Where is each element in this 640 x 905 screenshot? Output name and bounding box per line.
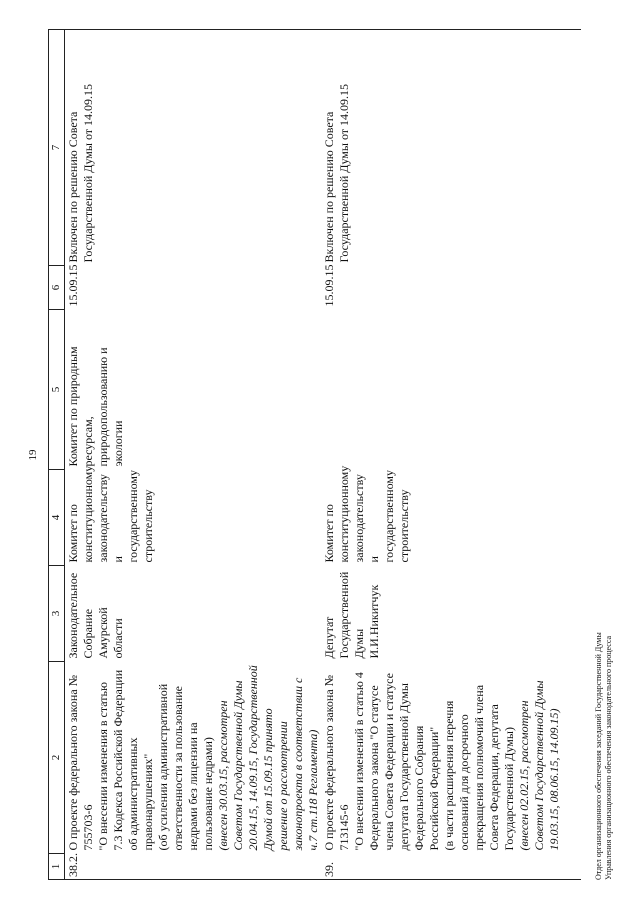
- date-cell: 15.09.15: [66, 264, 80, 307]
- bill-body: "О внесении изменения в статью 7.3 Кодекса Российской Федерации об административных правонарушениях": [96, 669, 155, 851]
- column-header: 3: [49, 566, 65, 662]
- date-cell: 15.09.15: [322, 264, 336, 307]
- co-committee-cell: Комитет по природным ресурсам, природопользованию и экологии: [66, 346, 125, 467]
- bill-subject: (в части расширения перечня оснований для досрочного прекращения полномочий члена Совета Федерации, депутата Государственной Думы): [442, 684, 516, 851]
- bill-cell: [65, 662, 322, 854]
- bill-cell: [321, 662, 581, 854]
- row-number: 38.2.: [65, 854, 322, 880]
- column-header: 5: [49, 310, 65, 470]
- status-cell: Включен по решению Совета Государственной Думы от 14.09.15: [321, 30, 581, 266]
- bill-note: (внесен 30.03.15, рассмотрен Советом Государственной Думы 20.04.15, 14.09.15, Государственной Думой от 15.09.15 принято решение о рассмотрении законопроекта в соответствии с ч.7 ст.118 Регламента): [216, 665, 320, 851]
- table-row: [65, 30, 322, 880]
- responsible-committee-cell: Комитет по конституционному законодательству и государственному строительству: [322, 465, 411, 563]
- column-header: 1: [49, 854, 65, 880]
- footer: [594, 480, 614, 880]
- status-cell: Включен по решению Совета Государственной Думы от 14.09.15: [65, 30, 322, 266]
- table-row: [321, 30, 581, 880]
- row-number: 39.: [321, 854, 581, 880]
- column-number-row: [49, 30, 65, 880]
- initiator-cell: Законодательное Собрание Амурской области: [66, 572, 125, 659]
- column-header: 7: [49, 30, 65, 266]
- responsible-committee-cell: Комитет по конституционному законодательству и государственному строительству: [66, 465, 155, 563]
- column-header: 2: [49, 662, 65, 854]
- bill-title: О проекте федерального закона № 755703-6: [66, 674, 95, 851]
- bill-body: "О внесении изменений в статью 4 Федерального закона "О статусе члена Совета Федерации и статусе депутата Государственной Думы Федерального Собрания Российской Федерации": [352, 672, 441, 851]
- footer-line: Управления организационного обеспечения законодательного процесса: [604, 635, 613, 880]
- column-header: 4: [49, 470, 65, 566]
- initiator-cell: Депутат Государственной Думы И.И.Никитчук: [322, 571, 381, 659]
- rotated-landscape-sheet: [28, 30, 628, 880]
- bill-title: О проекте федерального закона № 713145-6: [322, 674, 351, 851]
- bill-subject: (об усилении административной ответственности за пользование недрами без лицензии на пользование недрами): [156, 683, 215, 851]
- co-committee-cell: [321, 310, 581, 470]
- page-number: 19: [27, 449, 39, 461]
- bill-note: (внесен 02.02.15, рассмотрен Советом Государственной Думы 19.03.15, 08.06.15, 14.09.15): [517, 680, 561, 851]
- footer-line: Отдел организационного обеспечения заседаний Государственной Думы: [594, 632, 603, 880]
- column-header: 6: [49, 266, 65, 310]
- agenda-table: [48, 29, 581, 880]
